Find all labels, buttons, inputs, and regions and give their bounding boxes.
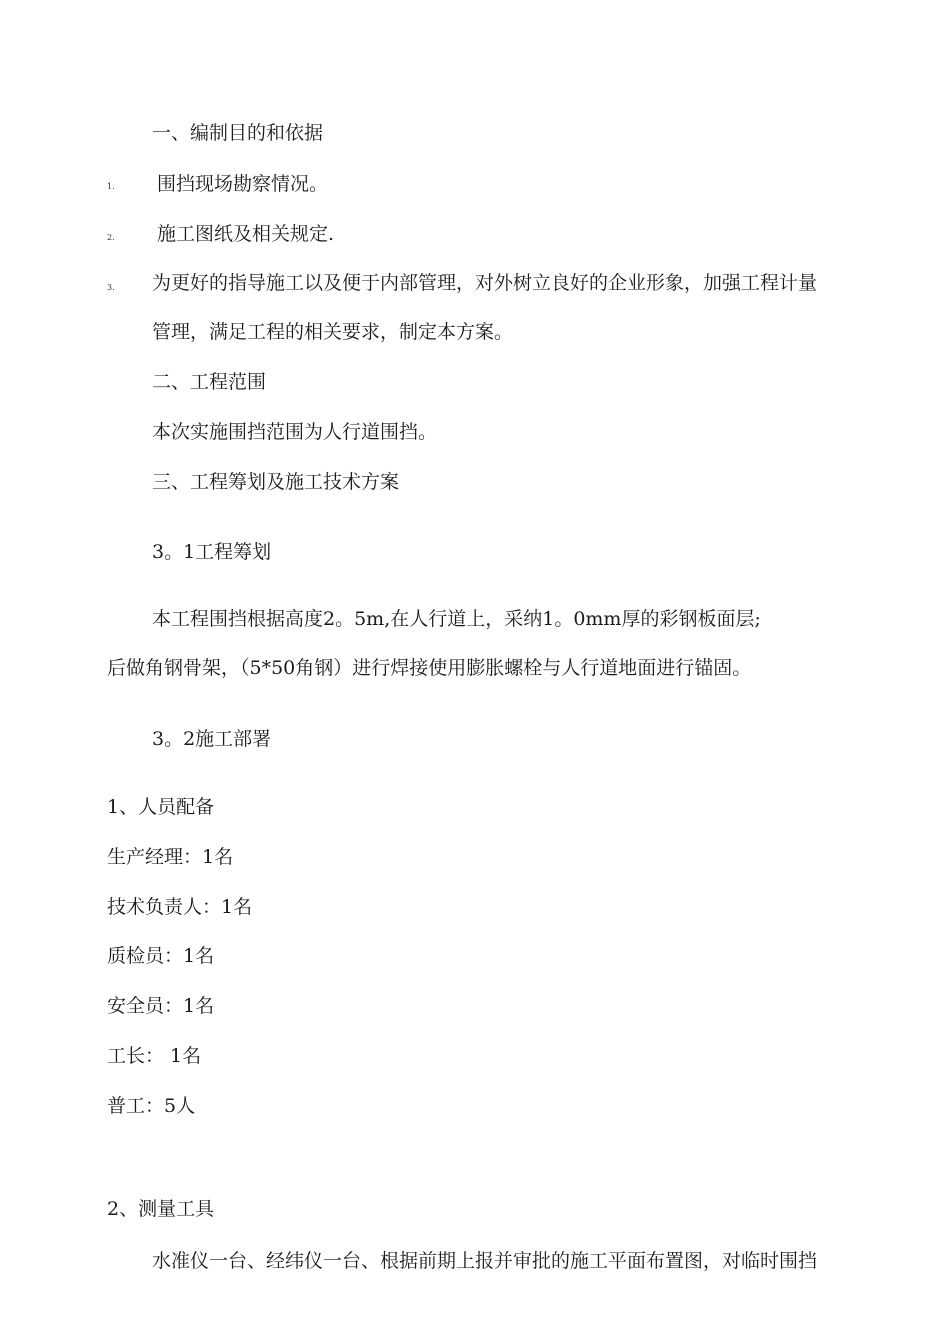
tools-heading: 2、测量工具 xyxy=(107,1198,215,1220)
list-marker: 1. xyxy=(107,182,115,191)
section1-heading: 一、编制目的和依据 xyxy=(152,122,324,144)
staff-row: 生产经理：1名 xyxy=(107,846,234,868)
subsection-3-1-para: 本工程围挡根据高度2。5m,在人行道上，采纳1。0mm厚的彩钢板面层; xyxy=(152,608,761,630)
list-item-continuation: 管理，满足工程的相关要求，制定本方案。 xyxy=(152,321,514,343)
subsection-3-2-heading: 3。2施工部署 xyxy=(152,728,272,750)
section2-heading: 二、工程范围 xyxy=(152,371,267,393)
section2-body: 本次实施围挡范围为人行道围挡。 xyxy=(152,421,438,443)
tools-para: 水准仪一台、经纬仪一台、根据前期上报并审批的施工平面布置图，对临时围挡 xyxy=(152,1250,818,1272)
staff-row: 工长： 1名 xyxy=(107,1045,202,1067)
staff-row: 技术负责人：1名 xyxy=(107,896,253,918)
section3-heading: 三、工程筹划及施工技术方案 xyxy=(152,471,400,493)
staff-row: 质检员：1名 xyxy=(107,945,215,967)
staffing-heading: 1、人员配备 xyxy=(107,796,215,818)
list-marker: 3. xyxy=(107,283,115,292)
subsection-3-1-para-cont: 后做角钢骨架，（5*50角钢）进行焊接使用膨胀螺栓与人行道地面进行锚固。 xyxy=(107,657,752,679)
staff-row: 安全员：1名 xyxy=(107,995,215,1017)
staff-row: 普工：5人 xyxy=(107,1095,196,1117)
list-item: 施工图纸及相关规定. xyxy=(157,223,335,245)
list-item: 为更好的指导施工以及便于内部管理，对外树立良好的企业形象，加强工程计量 xyxy=(152,272,818,294)
list-item: 围挡现场勘察情况。 xyxy=(157,173,329,195)
list-marker: 2. xyxy=(107,233,115,242)
subsection-3-1-heading: 3。1工程筹划 xyxy=(152,541,272,563)
